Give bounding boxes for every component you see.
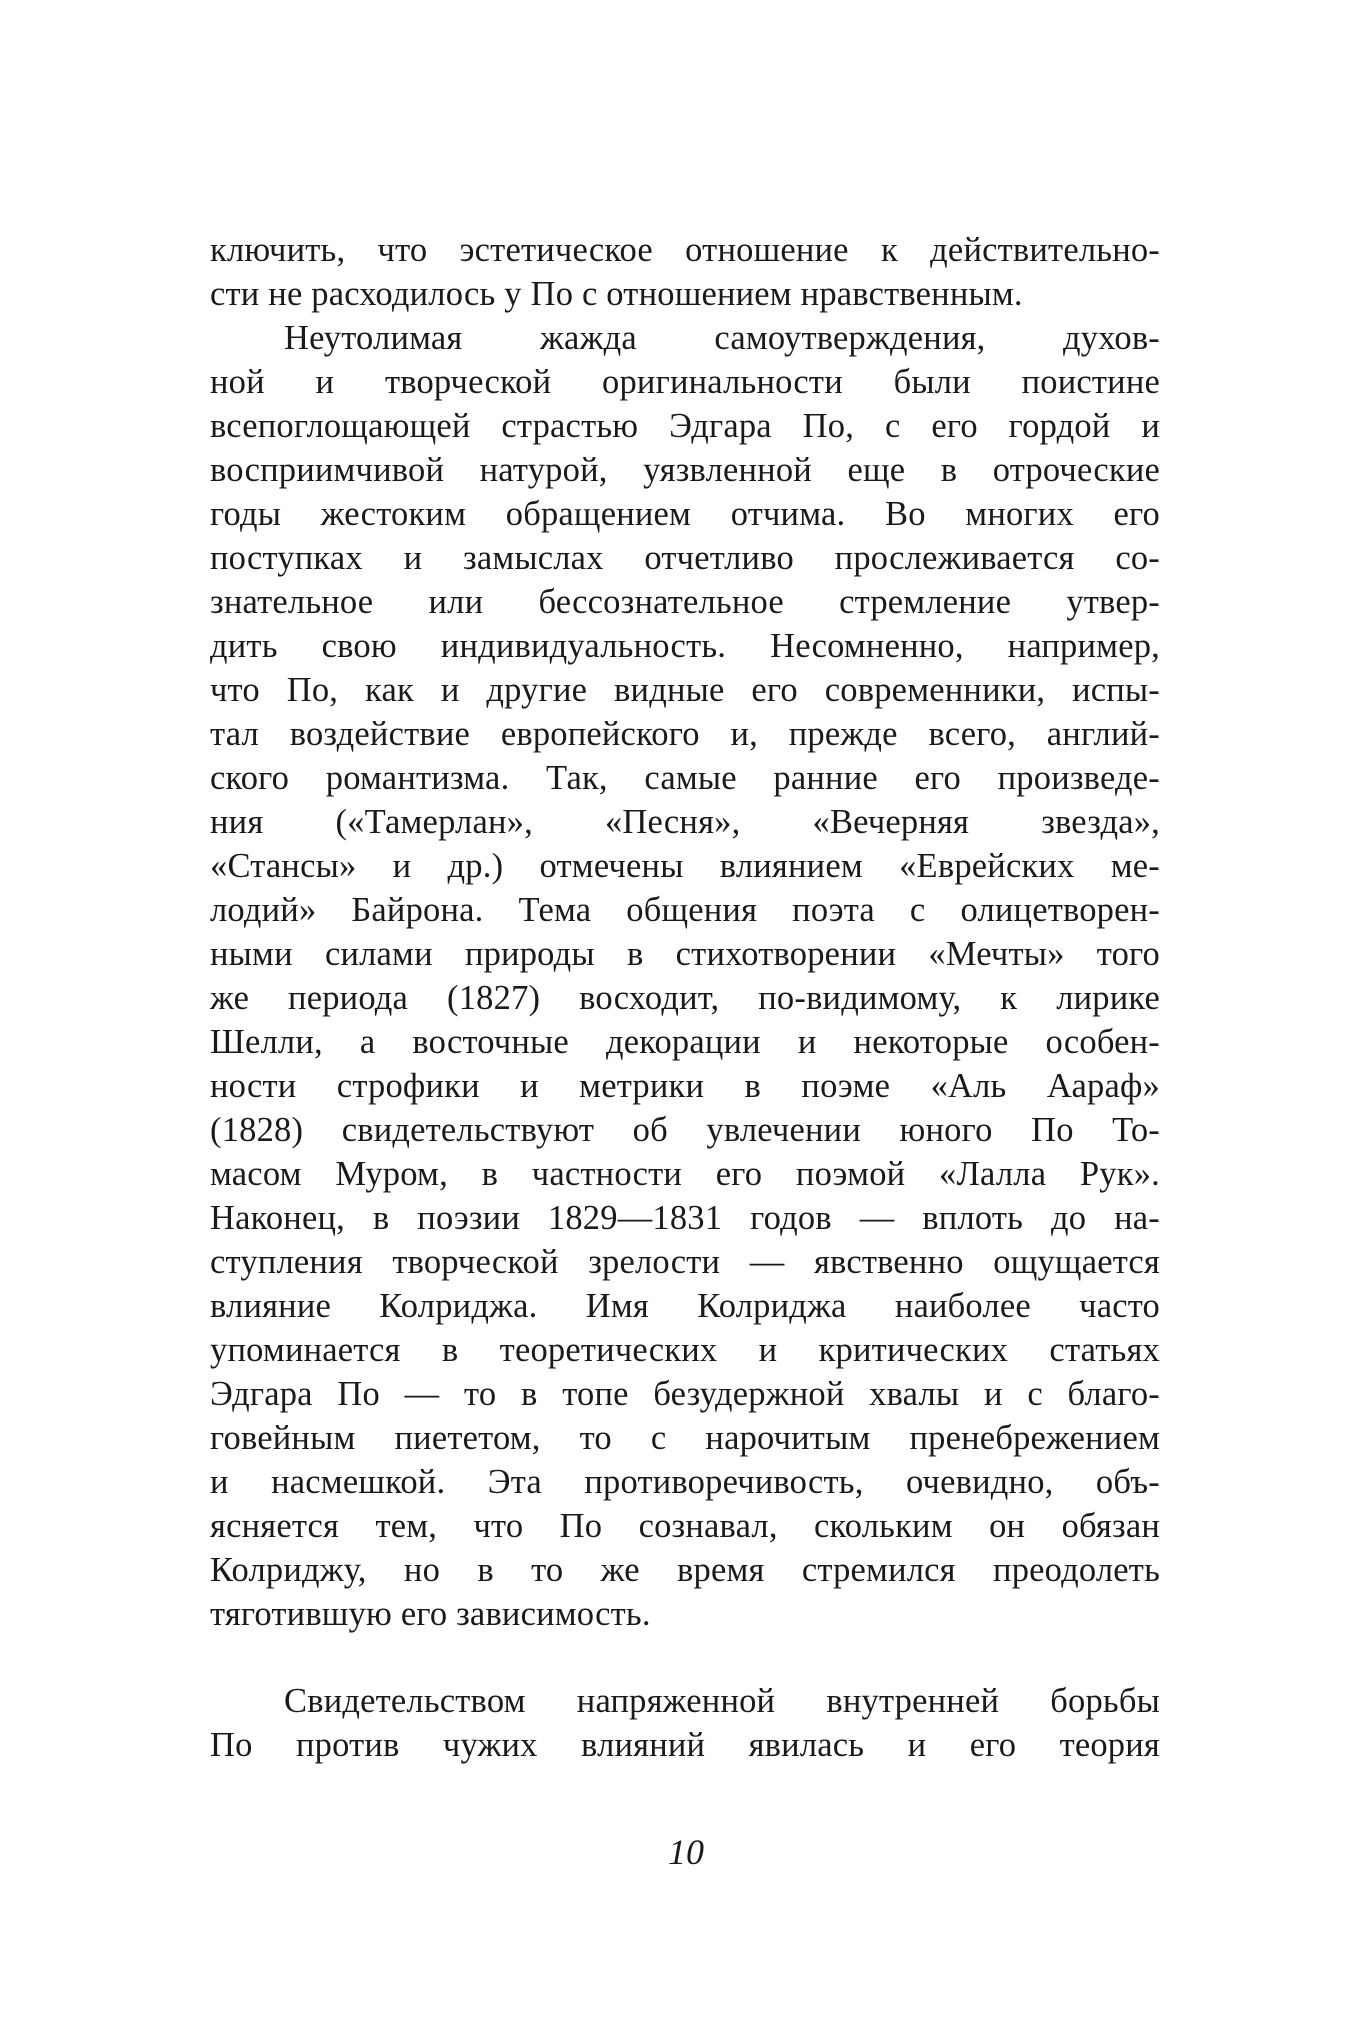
text-line: ского романтизма. Так, самые ранние его произведе- — [210, 759, 1160, 797]
text-line: тяготившую его зависимость. — [210, 1595, 651, 1633]
text-line: годы жестоким обращением отчима. Во многих его — [210, 495, 1160, 533]
text-line: Колриджу, но в то же время стремился преодолеть — [210, 1551, 1160, 1589]
body-text-upper — [210, 228, 1160, 1636]
text-line: Шелли, а восточные декорации и некоторые особен- — [210, 1023, 1160, 1061]
text-line: ности строфики и метрики в поэме «Аль Аараф» — [210, 1067, 1160, 1105]
text-line: ясняется тем, что По сознавал, скольким он обязан — [210, 1507, 1160, 1545]
text-line: лодий» Байрона. Тема общения поэта с олицетворен- — [210, 891, 1160, 929]
page-number: 10 — [668, 1832, 704, 1872]
text-line: Неутолимая жажда самоутверждения, духов- — [284, 319, 1160, 357]
text-line: тал воздействие европейского и, прежде всего, англий- — [210, 715, 1160, 753]
text-line: ния («Тамерлан», «Песня», «Вечерняя звезда», — [210, 803, 1160, 841]
text-line: всепоглощающей страстью Эдгара По, с его гордой и — [210, 407, 1160, 445]
text-line: восприимчивой натурой, уязвленной еще в отроческие — [210, 451, 1160, 489]
text-line: и насмешкой. Эта противоречивость, очевидно, объ- — [210, 1463, 1160, 1501]
text-line: знательное или бессознательное стремление утвер- — [210, 583, 1160, 621]
text-line: же периода (1827) восходит, по-видимому, к лирике — [210, 979, 1160, 1017]
text-line: Свидетельством напряженной внутренней борьбы — [284, 1682, 1160, 1720]
text-line: ной и творческой оригинальности были поистине — [210, 363, 1160, 401]
text-line: По против чужих влияний явилась и его теория — [210, 1726, 1160, 1764]
text-line: ключить, что эстетическое отношение к действительно- — [210, 231, 1160, 269]
text-line: говейным пиететом, то с нарочитым пренебрежением — [210, 1419, 1160, 1457]
text-line: ступления творческой зрелости — явственно ощущается — [210, 1243, 1160, 1281]
text-line: ными силами природы в стихотворении «Мечты» того — [210, 935, 1160, 973]
text-line: сти не расходилось у По с отношением нравственным. — [210, 275, 1023, 313]
text-line: Эдгара По — то в топе безудержной хвалы и с благо- — [210, 1375, 1160, 1413]
text-line: поступках и замыслах отчетливо прослеживается со- — [210, 539, 1160, 577]
text-line: дить свою индивидуальность. Несомненно, например, — [210, 627, 1160, 665]
body-text-lower — [210, 1679, 1160, 1767]
text-line: упоминается в теоретических и критических статьях — [210, 1331, 1160, 1369]
text-line: что По, как и другие видные его современники, испы- — [210, 671, 1160, 709]
text-line: Наконец, в поэзии 1829—1831 годов — вплоть до на- — [210, 1199, 1160, 1237]
text-line: масом Муром, в частности его поэмой «Лалла Рук». — [210, 1155, 1160, 1193]
text-line: «Стансы» и др.) отмечены влиянием «Еврейских ме- — [210, 847, 1160, 885]
text-line: (1828) свидетельствуют об увлечении юного По То- — [210, 1111, 1160, 1149]
text-line: влияние Колриджа. Имя Колриджа наиболее часто — [210, 1287, 1160, 1325]
